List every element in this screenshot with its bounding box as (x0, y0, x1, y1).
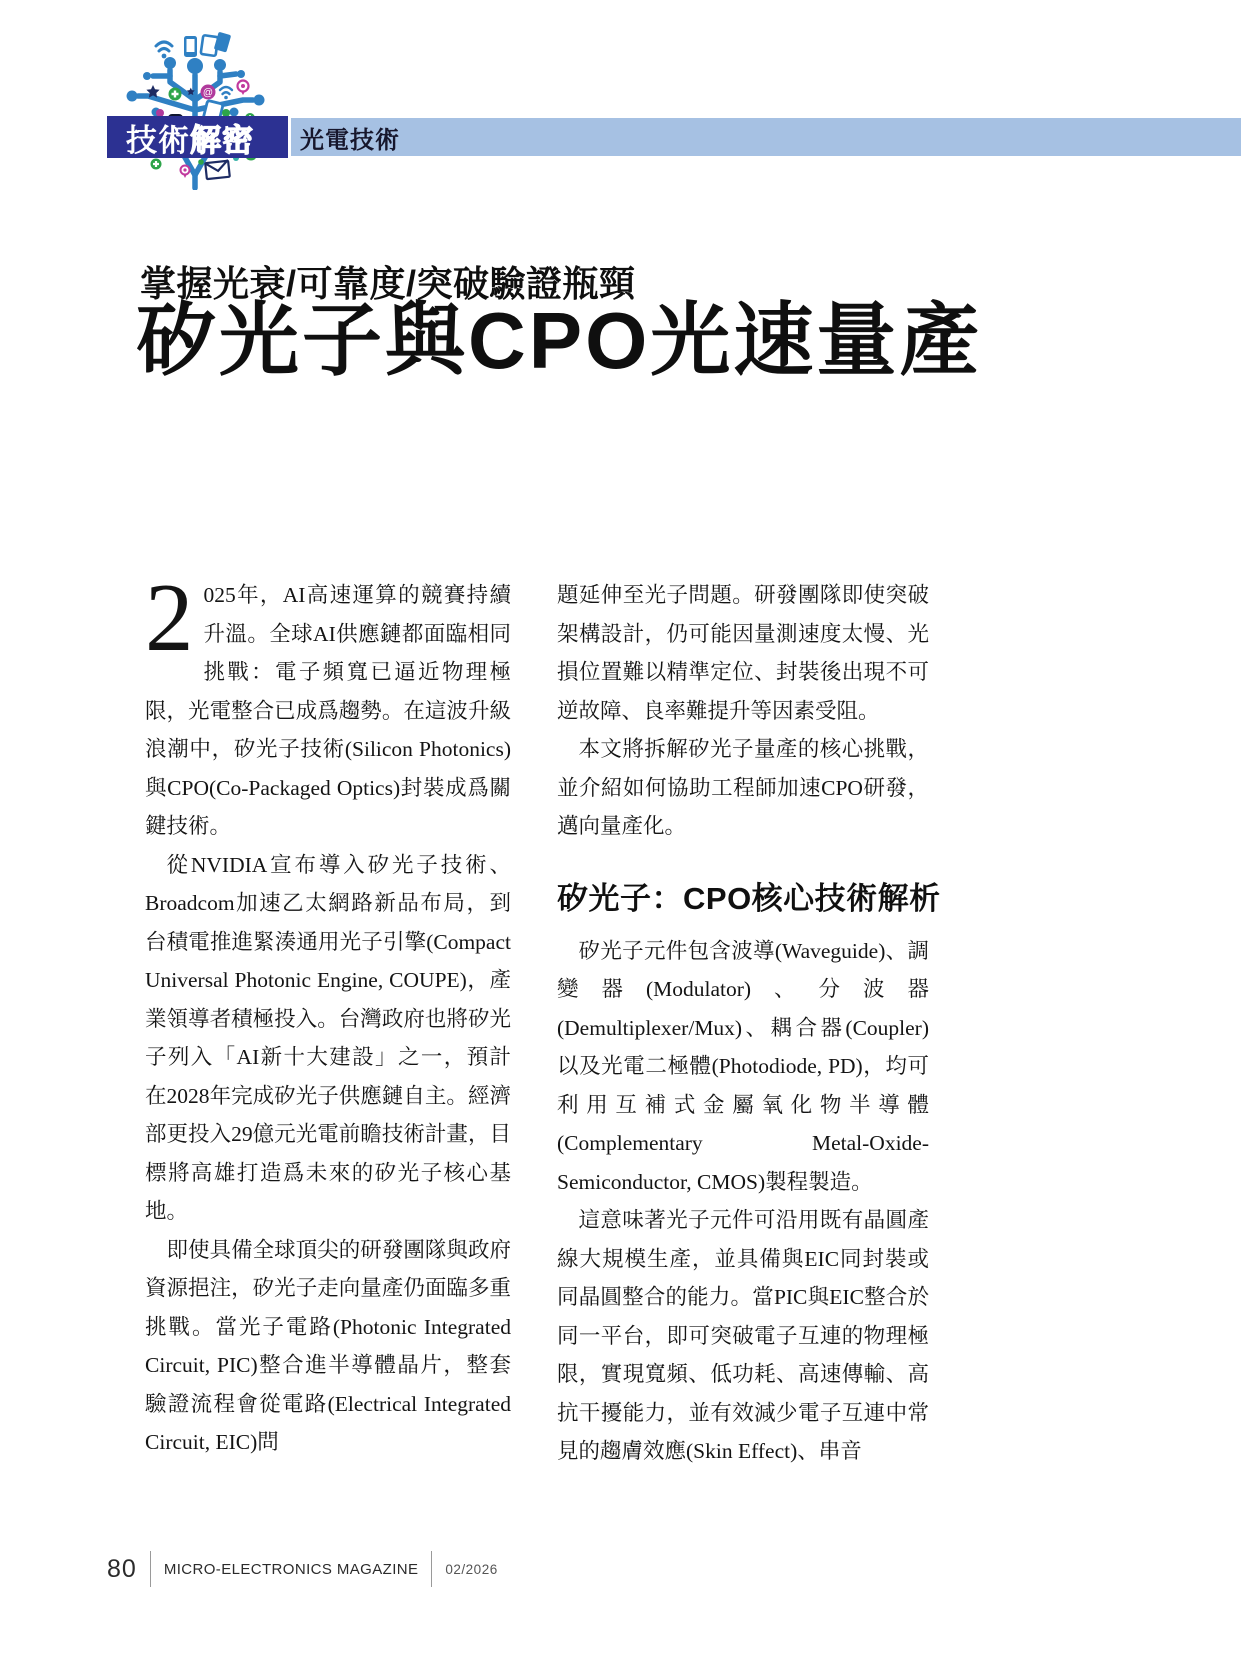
article-column-right (557, 576, 941, 1471)
article-title: 矽光子與CPO光速量產 (136, 296, 983, 385)
paragraph: 題延伸至光子問題。研發團隊即使突破架構設計，仍可能因量測速度太慢、光損位置難以精準定位、封裝後出現不可逆故障、良率難提升等因素受阻。 (557, 583, 929, 723)
notebook-icon (201, 32, 232, 56)
plus-icon (151, 159, 162, 170)
envelope-icon (205, 160, 230, 179)
magazine-name: MICRO-ELECTRONICS MAGAZINE (163, 1560, 419, 1578)
page-footer (107, 1549, 498, 1589)
paragraph: 矽光子元件包含波導(Waveguide)、調變器(Modulator)、分波器(Demultiplexer/Mux)、耦合器(Coupler)以及光電二極體(Photodiode, PD)，均可利用互補式金屬氧化物半導體(Complementary Metal-Oxide-Semiconductor, CMOS)製程製造。 (557, 938, 929, 1194)
page-number: 80 (107, 1554, 137, 1583)
location-pin-icon (181, 166, 190, 179)
plus-icon (169, 88, 182, 101)
section-heading: 矽光子：CPO核心技術解析 (557, 880, 941, 916)
wifi-icon (220, 87, 232, 99)
at-sign-icon (201, 85, 216, 100)
banner-title-bold: 技術 (126, 122, 190, 158)
paragraph: 從NVIDIA宣布導入矽光子技術、Broadcom加速乙太網路新品布局，到台積電推進緊湊通用光子引擎(Compact Universal Photonic Engine, COUPE)，產業領導者積極投入。台灣政府也將矽光子列入「AI新十大建設」之一，預計在2028年完成矽光子供應鏈自主。經濟部更投入29億元光電前瞻技術計畫，目標將高雄打造爲未來的矽光子核心基地。 (145, 852, 511, 1223)
wifi-icon (156, 42, 172, 58)
tech-tree-logo (108, 30, 273, 190)
paragraph: 這意味著光子元件可沿用既有晶圓產線大規模生產，並具備與EIC同封裝或同晶圓整合的能力。當PIC與EIC整合於同一平台，即可突破電子互連的物理極限，實現寬頻、低功耗、高速傳輸、高抗干擾能力，並有效減少電子互連中常見的趨膚效應(Skin Effect)、串音 (557, 1208, 929, 1463)
paragraph: 即使具備全球頂尖的研發團隊與政府資源挹注，矽光子走向量產仍面臨多重挑戰。當光子電路(Photonic Integrated Circuit, PIC)整合進半導體晶片，整套驗證流程會從電路(Electrical Integrated Circuit, EIC)問 (145, 1237, 511, 1454)
location-pin-icon (238, 81, 249, 96)
paragraph-text: 025年，AI高速運算的競賽持續升溫。全球AI供應鏈都面臨相同挑戰：電子頻寬已逼近物理極限，光電整合已成爲趨勢。在這波升級浪潮中，矽光子技術(Silicon Photonics)與CPO(Co-Packaged Optics)封裝成爲關鍵技術。 (145, 583, 511, 838)
section-banner (107, 116, 288, 158)
dot-icon (198, 159, 204, 165)
paragraph (145, 564, 511, 846)
banner-title-outline: 解密 (190, 122, 254, 158)
footer-divider (150, 1551, 151, 1587)
drop-cap: 2 (145, 564, 194, 671)
footer-divider (431, 1551, 432, 1587)
svg-text:@: @ (202, 87, 214, 99)
article-column-left (145, 564, 511, 1462)
category-label: 光電技術 (300, 126, 400, 154)
smartphone-icon (184, 36, 197, 57)
paragraph: 本文將拆解矽光子量產的核心挑戰，並介紹如何協助工程師加速CPO研發，邁向量產化。 (557, 737, 929, 838)
issue-date: 02/2026 (445, 1561, 498, 1577)
category-bar (291, 118, 1241, 156)
article-kicker: 掌握光衰/可靠度/突破驗證瓶頸 (140, 263, 636, 304)
